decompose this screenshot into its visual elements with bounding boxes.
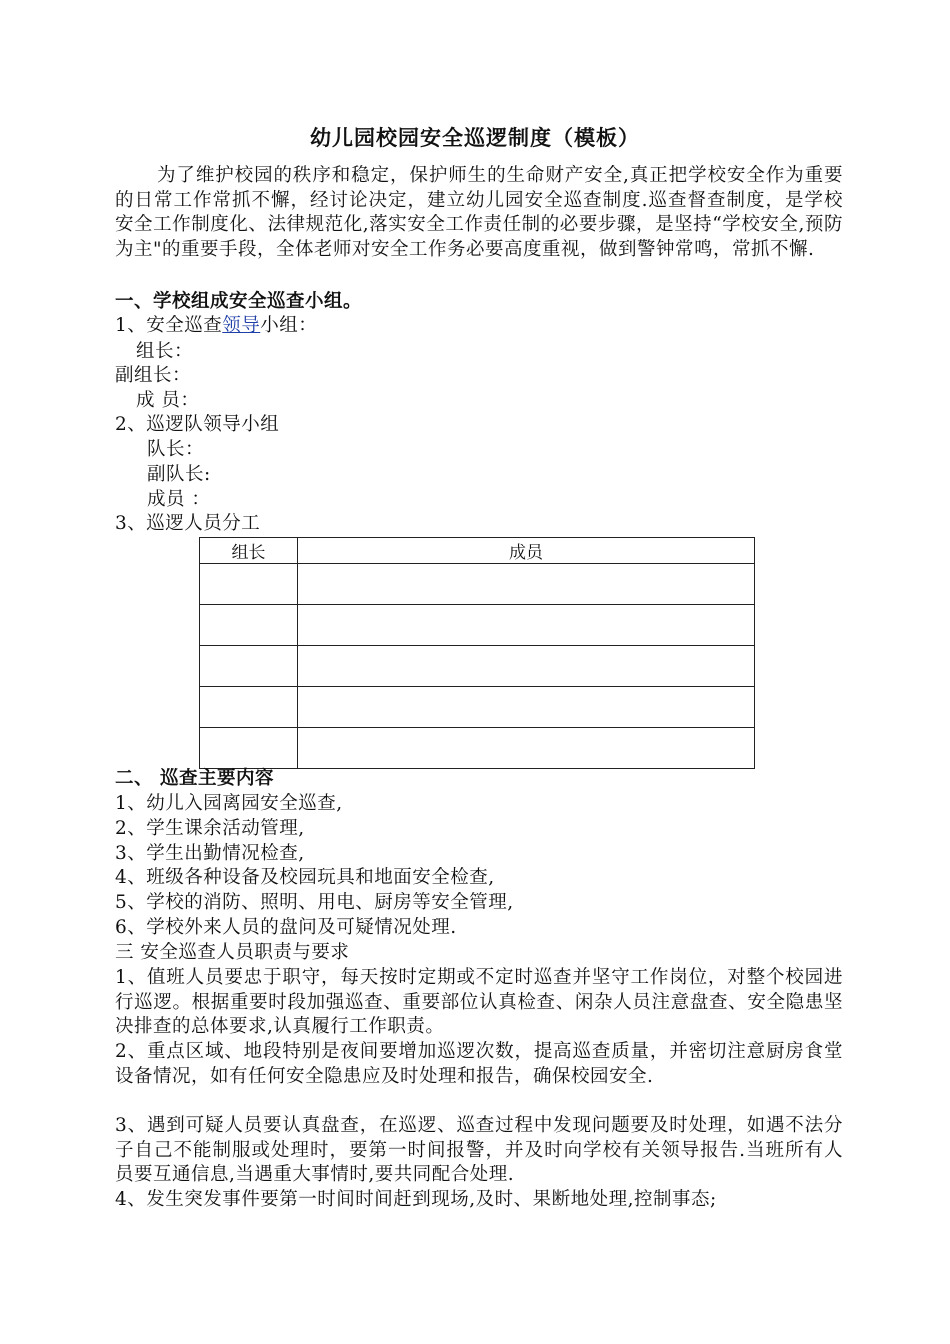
table-cell[interactable] (298, 646, 755, 687)
patrol-assignment-table (199, 537, 755, 769)
section2-item: 6、学校外来人员的盘问及可疑情况处理. (115, 917, 457, 938)
deputy-leader-label: 副组长： (115, 365, 192, 386)
header-leader: 组长 (200, 538, 298, 564)
section1-item2: 2、巡逻队领导小组 (115, 414, 280, 435)
table-cell[interactable] (298, 728, 755, 769)
table-cell[interactable] (200, 564, 298, 605)
leader-label: 组长： (136, 341, 194, 362)
section2-item: 1、幼儿入园离园安全巡查, (115, 793, 343, 814)
section3-item: 1、值班人员要忠于职守，每天按时定期或不定时巡查并坚守工作岗位，对整个校园进行巡逻。根据重要时段加强巡查、重要部位认真检查、闲杂人员注意盘查、安全隐患坚决排查的总体要求,认真履行工作职责。 (115, 967, 843, 1037)
section1-item3: 3、巡逻人员分工 (115, 513, 261, 534)
table-header-row (200, 538, 755, 564)
section1-heading: 一、学校组成安全巡查小组。 (115, 291, 363, 312)
table-cell[interactable] (200, 605, 298, 646)
table-cell[interactable] (298, 605, 755, 646)
section2-item: 5、学校的消防、照明、用电、厨房等安全管理, (115, 892, 514, 913)
section2-item: 4、班级各种设备及校园玩具和地面安全检查, (115, 867, 495, 888)
table-row (200, 728, 755, 769)
intro-paragraph: 为了维护校园的秩序和稳定，保护师生的生命财产安全,真正把学校安全作为重要的日常工作常抓不懈，经讨论决定，建立幼儿园安全巡查制度.巡查督查制度，是学校安全工作制度化、法律规范化,落实安全工作责任制的必要步骤，是坚持“学校安全,预防为主"的重要手段，全体老师对安全工作务必要高度重视，做到警钟常鸣，常抓不懈. (115, 165, 843, 260)
vice-captain-label: 副队长: (147, 464, 211, 485)
table-cell[interactable] (200, 646, 298, 687)
table-cell[interactable] (298, 564, 755, 605)
item1-suffix: 小组： (260, 315, 318, 336)
section1-item1 (115, 314, 317, 339)
item1-prefix: 1、安全巡查 (115, 315, 223, 336)
captain-label: 队长： (147, 439, 205, 460)
section3-item: 4、发生突发事件要第一时间时间赶到现场,及时、果断地处理,控制事态; (115, 1189, 717, 1210)
document-title: 幼儿园校园安全巡逻制度（模板） (310, 126, 640, 150)
section3-heading: 三 安全巡查人员职责与要求 (115, 942, 350, 963)
section2-heading: 二、 巡查主要内容 (115, 768, 274, 789)
members-label: 成 员： (136, 390, 200, 411)
table-cell[interactable] (200, 687, 298, 728)
team-members-label: 成员 ： (147, 489, 211, 510)
table-cell[interactable] (200, 728, 298, 769)
section3-item: 3、遇到可疑人员要认真盘查，在巡逻、巡查过程中发现问题要及时处理，如遇不法分子自己不能制服或处理时，要第一时间报警，并及时向学校有关领导报告.当班所有人员要互通信息,当遇重大事情时,要共同配合处理. (115, 1115, 843, 1185)
leadership-link[interactable]: 领导 (222, 315, 261, 336)
table-row (200, 687, 755, 728)
section2-item: 3、学生出勤情况检查, (115, 843, 305, 864)
section3-item: 2、重点区域、地段特别是夜间要增加巡逻次数，提高巡查质量，并密切注意厨房食堂设备情况，如有任何安全隐患应及时处理和报告，确保校园安全. (115, 1041, 843, 1087)
table-row (200, 605, 755, 646)
section2-item: 2、学生课余活动管理, (115, 818, 305, 839)
table-row (200, 646, 755, 687)
table-row (200, 564, 755, 605)
table-cell[interactable] (298, 687, 755, 728)
header-members: 成员 (298, 538, 755, 564)
